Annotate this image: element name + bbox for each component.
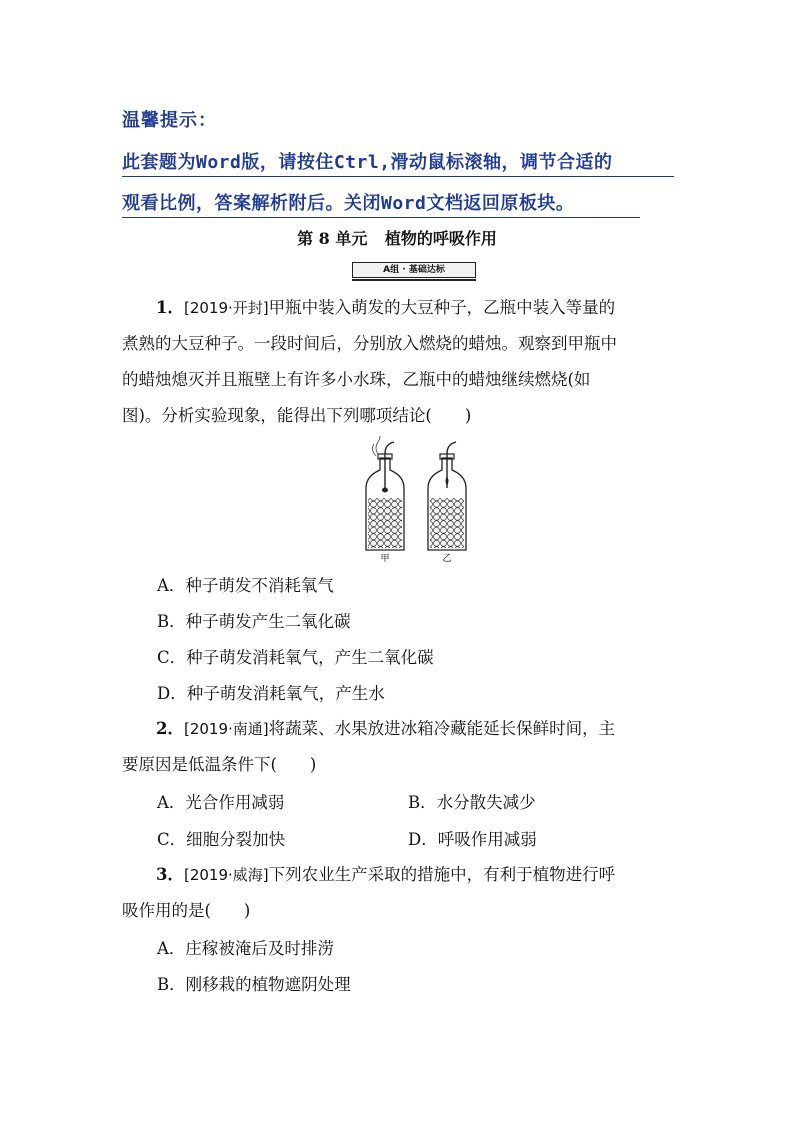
option-1b: B．种子萌发产生二氧化碳 — [157, 612, 351, 631]
option-2d: D．呼吸作用减弱 — [408, 830, 537, 849]
unit-number: 第 8 单元 — [297, 229, 368, 248]
option-1d: D．种子萌发消耗氧气，产生水 — [157, 684, 385, 703]
question-2-number: 2． — [156, 719, 184, 738]
jar-yi — [428, 442, 466, 550]
section-label: A组 · 基础达标 — [352, 262, 476, 278]
option-1a: A．种子萌发不消耗氧气 — [157, 576, 334, 595]
question-3-number: 3． — [156, 865, 184, 884]
unit-title — [0, 226, 794, 249]
question-1-source: [2019·开封] — [183, 299, 269, 317]
question-2-source: [2019·南通] — [183, 720, 269, 738]
question-1-line-4: 图)。分析实验现象，能得出下列哪项结论( ) — [122, 406, 472, 425]
jar-jia — [366, 436, 404, 550]
question-2-line-1: 2．[2019·南通]将蔬菜、水果放进冰箱冷藏能延长保鲜时间，主 — [156, 719, 616, 738]
question-3-line-1: 3．[2019·威海]下列农业生产采取的措施中，有利于植物进行呼 — [156, 865, 616, 884]
question-1-line-2: 煮熟的大豆种子。一段时间后，分别放入燃烧的蜡烛。观察到甲瓶中 — [122, 334, 617, 353]
option-1c: C．种子萌发消耗氧气，产生二氧化碳 — [157, 648, 434, 667]
question-2 — [122, 711, 677, 783]
question-1-line-1: 1．[2019·开封]甲瓶中装入萌发的大豆种子，乙瓶中装入等量的 — [156, 298, 616, 317]
question-3-line-2: 吸作用的是( ) — [122, 901, 251, 920]
question-3 — [122, 857, 677, 929]
question-2-line-2: 要原因是低温条件下( ) — [122, 755, 317, 774]
question-1-number: 1． — [156, 298, 184, 317]
option-3a: A．庄稼被淹后及时排涝 — [157, 939, 334, 958]
two-jars-figure — [356, 436, 476, 564]
notice-line-1: 此套题为Word版，请按住Ctrl,滑动鼠标滚轴，调节合适的 — [122, 148, 674, 177]
question-1 — [122, 290, 677, 434]
option-2a: A．光合作用减弱 — [157, 793, 285, 812]
figure-label-jia: 甲 — [380, 554, 390, 564]
question-1-line-3: 的蜡烛熄灭并且瓶壁上有许多小水珠，乙瓶中的蜡烛继续燃烧(如 — [122, 370, 591, 389]
question-3-source: [2019·威海] — [183, 866, 269, 884]
option-2c: C．细胞分裂加快 — [157, 830, 286, 849]
unit-name: 植物的呼吸作用 — [384, 229, 497, 248]
figure-label-yi: 乙 — [442, 554, 452, 564]
notice-line-2: 观看比例，答案解析附后。关闭Word文档返回原板块。 — [122, 189, 640, 218]
option-2b: B．水分散失减少 — [408, 793, 536, 812]
option-3b: B．刚移栽的植物遮阴处理 — [157, 975, 351, 994]
notice-heading: 温馨提示： — [122, 110, 217, 131]
